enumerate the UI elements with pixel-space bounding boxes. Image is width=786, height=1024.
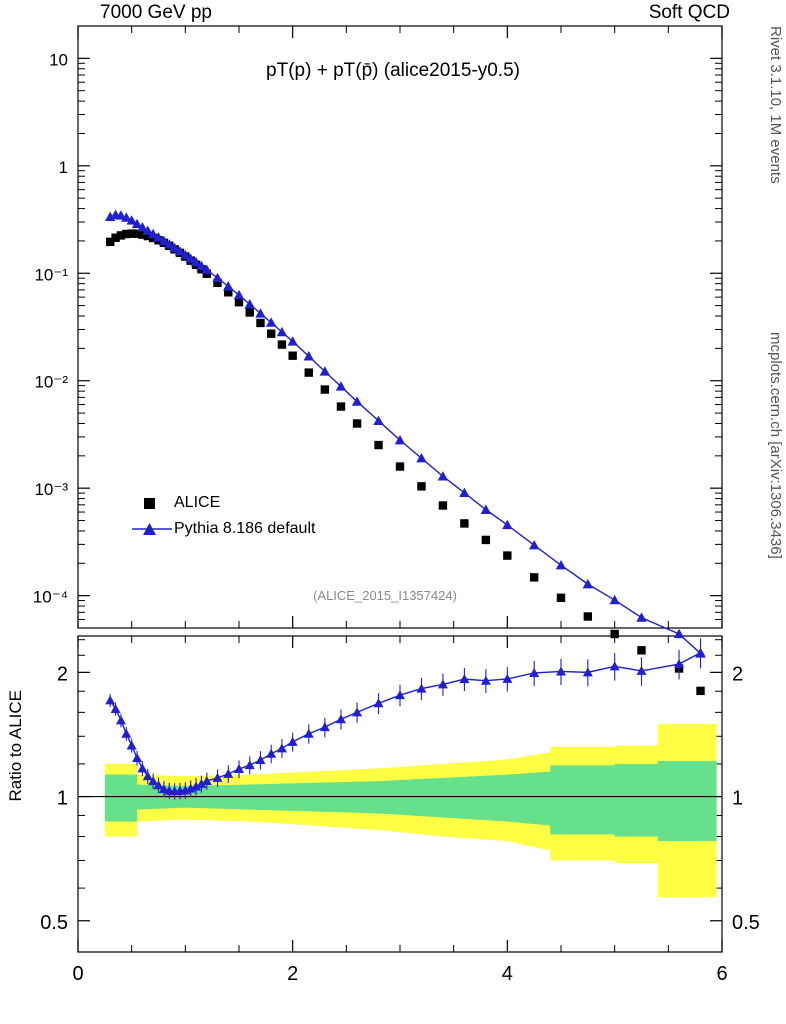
alice-marker (144, 232, 152, 240)
pythia-marker (169, 243, 179, 252)
pythia-marker (352, 396, 362, 405)
ratio-marker (245, 760, 255, 769)
ratio-marker (556, 666, 566, 675)
x-tick-label: 4 (501, 963, 513, 985)
green-uncertainty-band (105, 761, 717, 841)
ratio-marker (191, 781, 201, 790)
y-tick-label: 10⁻¹ (34, 265, 68, 285)
alice-marker (154, 236, 162, 244)
legend-marker-pythia (130, 519, 174, 539)
rivet-version-label: Rivet 3.1.10, 1M events (767, 26, 784, 184)
ratio-y-tick-label-right: 0.5 (732, 911, 760, 934)
ratio-marker (121, 729, 131, 738)
ratio-marker (116, 715, 126, 724)
ratio-line (110, 653, 700, 791)
ratio-marker (481, 676, 491, 685)
alice-marker (170, 245, 178, 253)
pythia-marker (223, 281, 233, 290)
ratio-marker (111, 704, 121, 713)
pythia-marker (148, 229, 158, 238)
alice-marker (160, 239, 168, 247)
ratio-marker (159, 784, 169, 793)
pythia-marker (373, 416, 383, 425)
ratio-marker (277, 743, 287, 752)
alice-marker (213, 279, 221, 287)
pythia-marker (202, 264, 212, 273)
alice-marker (305, 368, 313, 376)
pythia-marker (132, 219, 142, 228)
ratio-marker (352, 707, 362, 716)
ratio-marker (175, 786, 185, 795)
alice-marker (637, 646, 645, 654)
pythia-marker (196, 261, 206, 270)
alice-marker (460, 519, 468, 527)
header-right: Soft QCD (648, 2, 730, 23)
pythia-marker (191, 257, 201, 266)
ratio-marker (223, 769, 233, 778)
pythia-marker (245, 299, 255, 308)
pythia-marker (636, 612, 646, 621)
ratio-marker (438, 679, 448, 688)
alice-marker (149, 234, 157, 242)
pythia-marker (143, 225, 153, 234)
ratio-marker (395, 690, 405, 699)
ratio-y-tick-label: 1 (56, 787, 68, 810)
pythia-marker (116, 210, 126, 219)
legend-label-alice: ALICE (174, 494, 221, 511)
plot-title: pT(p) + pT(p̄) (alice2015-y0.5) (266, 60, 520, 81)
pythia-marker (126, 215, 136, 224)
pythia-marker (277, 327, 287, 336)
alice-marker (256, 319, 264, 327)
ratio-marker (105, 695, 115, 704)
y-tick-label: 10⁻² (34, 372, 68, 392)
ratio-marker (502, 674, 512, 683)
pythia-marker (481, 505, 491, 514)
ratio-marker (213, 773, 223, 782)
pythia-marker (110, 210, 120, 219)
pythia-marker (556, 560, 566, 569)
x-tick-label: 0 (72, 963, 84, 985)
alice-marker (278, 340, 286, 348)
ratio-marker (143, 771, 153, 780)
alice-marker (503, 551, 511, 559)
legend-marker-alice (130, 493, 174, 513)
ratio-marker (132, 753, 142, 762)
ratio-marker (164, 786, 174, 795)
alice-marker (224, 288, 232, 296)
alice-marker (396, 462, 404, 470)
pythia-marker (395, 435, 405, 444)
ratio-marker (416, 684, 426, 693)
pythia-marker (438, 471, 448, 480)
pythia-marker (105, 212, 115, 221)
yellow-uncertainty-band (105, 724, 717, 897)
pythia-marker (674, 629, 684, 638)
pythia-marker (164, 239, 174, 248)
pythia-marker (416, 453, 426, 462)
alice-marker (267, 329, 275, 337)
y-tick-label: 10⁻⁴ (32, 587, 68, 607)
alice-marker (181, 252, 189, 260)
mcplots-reference-label: mcplots.cern.ch [arXiv:1306.3436] (767, 332, 784, 559)
alice-marker (417, 482, 425, 490)
ratio-marker (696, 648, 706, 657)
alice-marker (165, 242, 173, 250)
alice-marker (106, 238, 114, 246)
pythia-marker (320, 366, 330, 375)
ratio-marker (529, 668, 539, 677)
ratio-marker (374, 698, 384, 707)
alice-marker (321, 385, 329, 393)
y-tick-label: 10 (49, 50, 68, 70)
ratio-marker (196, 779, 206, 788)
pythia-marker (234, 290, 244, 299)
alice-marker (192, 261, 200, 269)
pythia-marker (186, 253, 196, 262)
x-tick-label: 2 (287, 963, 299, 985)
alice-marker (176, 249, 184, 257)
alice-marker (235, 298, 243, 306)
ratio-marker (234, 764, 244, 773)
alice-marker (117, 231, 125, 239)
alice-marker (337, 402, 345, 410)
pythia-marker (121, 212, 131, 221)
ratio-axis-label: Ratio to ALICE (6, 690, 25, 802)
ratio-marker (202, 776, 212, 785)
ratio-y-tick-label: 0.5 (40, 911, 68, 934)
legend-label-pythia: Pythia 8.186 default (174, 520, 316, 537)
alice-marker (353, 419, 361, 427)
alice-marker (111, 234, 119, 242)
pythia-marker (153, 232, 163, 241)
x-tick-label: 6 (716, 963, 728, 985)
ratio-panel-frame (78, 636, 722, 952)
ratio-marker (266, 749, 276, 758)
alice-marker (127, 229, 135, 237)
pythia-marker (266, 317, 276, 326)
header-left: 7000 GeV pp (100, 2, 212, 23)
ratio-marker (674, 659, 684, 668)
ratio-marker (459, 674, 469, 683)
ratio-marker (320, 722, 330, 731)
alice-marker (439, 501, 447, 509)
y-tick-label: 1 (58, 157, 68, 177)
alice-marker (133, 230, 141, 238)
pythia-marker (137, 222, 147, 231)
pythia-marker (529, 540, 539, 549)
alice-marker (482, 536, 490, 544)
ratio-y-tick-label-right: 2 (732, 663, 744, 686)
pythia-marker (287, 336, 297, 345)
pythia-marker (255, 308, 265, 317)
ratio-marker (336, 714, 346, 723)
ratio-marker (127, 740, 137, 749)
legend (130, 490, 315, 542)
ratio-marker (288, 737, 298, 746)
pythia-marker (175, 246, 185, 255)
alice-marker (374, 441, 382, 449)
alice-marker (530, 573, 538, 581)
y-tick-label: 10⁻³ (34, 480, 68, 500)
ratio-marker (304, 729, 314, 738)
pythia-marker (180, 250, 190, 259)
pythia-marker (212, 273, 222, 282)
alice-marker (696, 687, 704, 695)
ratio-marker (186, 784, 196, 793)
ratio-marker (170, 786, 180, 795)
pythia-marker (502, 520, 512, 529)
pythia-marker (304, 351, 314, 360)
pythia-marker (459, 488, 469, 497)
pythia-marker (336, 381, 346, 390)
pythia-marker (695, 648, 705, 657)
alice-marker (610, 630, 618, 638)
alice-marker (675, 664, 683, 672)
alice-marker (122, 230, 130, 238)
alice-marker (584, 612, 592, 620)
alice-marker (197, 265, 205, 273)
pythia-marker (159, 236, 169, 245)
ratio-marker (154, 780, 164, 789)
ratio-marker (610, 661, 620, 670)
ratio-marker (255, 755, 265, 764)
pythia-marker (583, 579, 593, 588)
ratio-marker (583, 667, 593, 676)
alice-marker (203, 270, 211, 278)
ratio-y-tick-label-right: 1 (732, 787, 744, 810)
ratio-marker (180, 785, 190, 794)
alice-marker (288, 351, 296, 359)
alice-marker (246, 308, 254, 316)
ratio-marker (137, 763, 147, 772)
alice-marker (187, 256, 195, 264)
ratio-marker (637, 666, 647, 675)
ratio-marker (148, 776, 158, 785)
alice-marker (138, 230, 146, 238)
analysis-id-watermark: (ALICE_2015_I1357424) (313, 588, 457, 603)
ratio-y-tick-label: 2 (56, 663, 68, 686)
